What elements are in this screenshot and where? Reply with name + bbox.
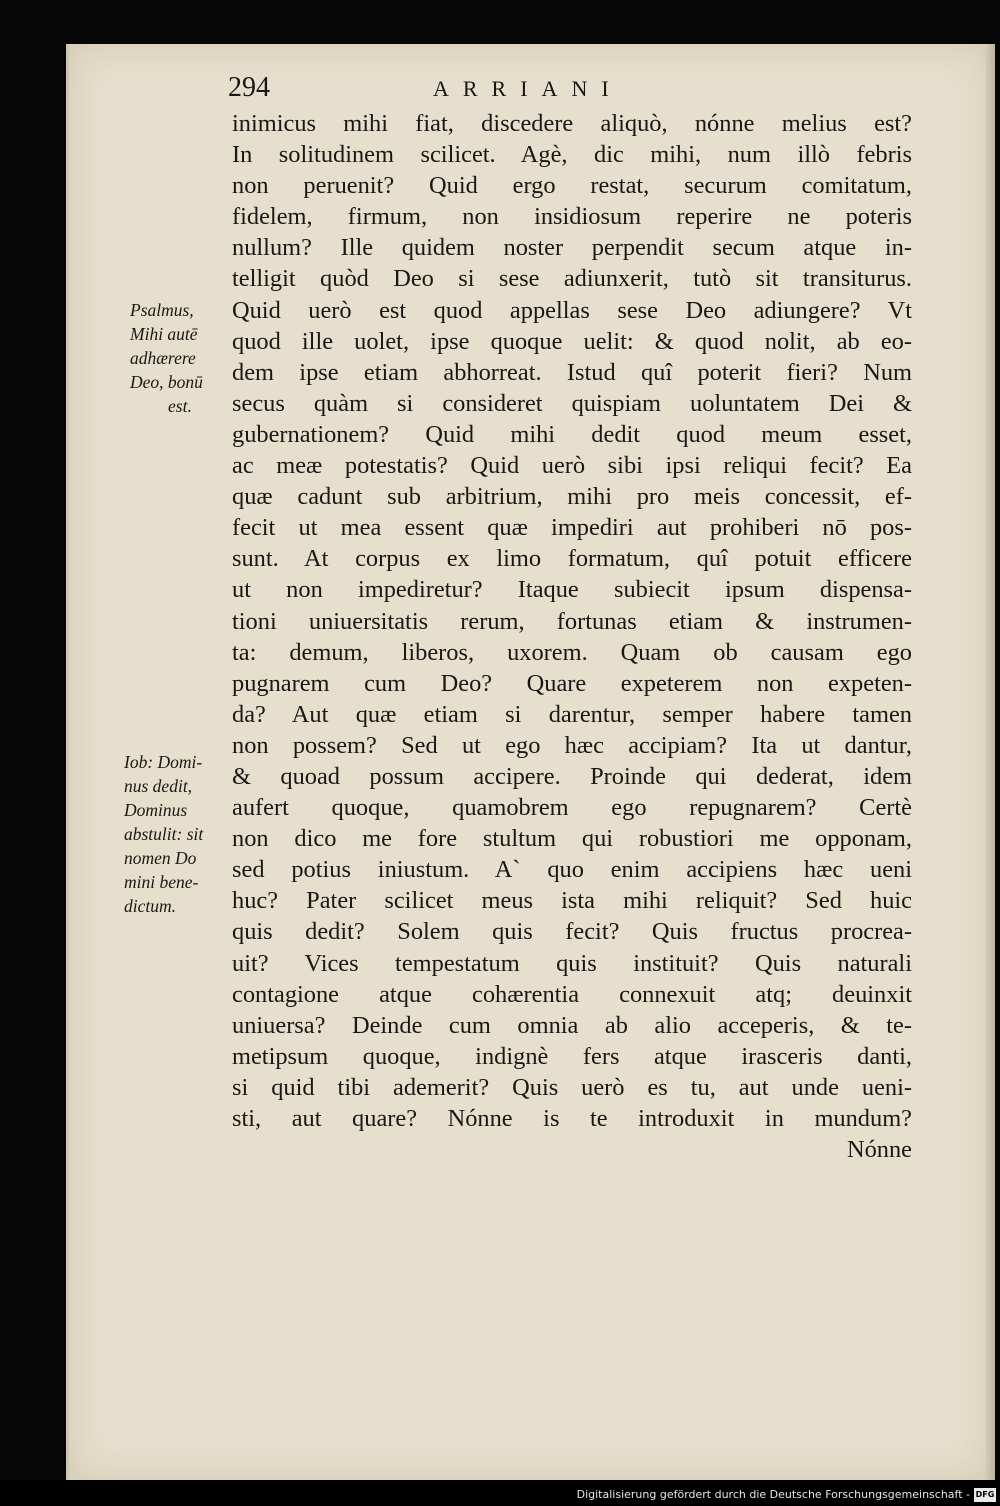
- running-title: ARRIANI: [433, 76, 623, 101]
- text-line: contagione atque cohærentia connexuit atq; deuinxit: [232, 980, 912, 1008]
- marginal-line: abstulit: sit: [124, 824, 204, 844]
- text-line: aufert quoque, quamobrem ego repugnarem? Certè: [232, 794, 912, 822]
- text-line: ac meæ potestatis? Quid uerò sibi ipsi reliqui fecit? Ea: [232, 452, 912, 480]
- text-line: quis dedit? Solem quis fecit? Quis fructus procrea-: [232, 918, 912, 946]
- text-line: telligit quòd Deo si sese adiunxerit, tutò sit transiturus.: [232, 265, 912, 293]
- marginal-line: est.: [168, 396, 192, 416]
- text-line: & quoad possum accipere. Proinde qui dederat, idem: [232, 762, 912, 790]
- catchword: Nónne: [846, 1136, 912, 1164]
- text-line: sti, aut quare? Nónne is te introduxit in mundum?: [232, 1105, 912, 1132]
- marginal-note-iob: [124, 750, 224, 918]
- text-line: fidelem, firmum, non insidiosum reperire ne poteris: [232, 203, 912, 231]
- marginal-line: Psalmus,: [130, 300, 194, 320]
- dfg-logo: DFG: [974, 1488, 996, 1502]
- text-line: nullum? Ille quidem noster perpendit secum atque in-: [232, 234, 912, 262]
- text-line: In solitudinem scilicet. Agè, dic mihi, num illò febris: [232, 141, 912, 169]
- text-line: huc? Pater scilicet meus ista mihi reliquit? Sed huic: [232, 887, 912, 915]
- text-line: sed potius iniustum. A` quo enim accipiens hæc ueni: [232, 856, 912, 884]
- marginal-line: Dominus: [124, 800, 188, 820]
- text-line: fecit ut mea essent quæ impediri aut prohiberi nō pos-: [232, 514, 912, 542]
- marginal-line: adhærere: [130, 348, 196, 368]
- funding-credit: Digitalisierung gefördert durch die Deutsche Forschungsgemeinschaft -: [576, 1488, 970, 1501]
- marginal-note-psalmus: [130, 298, 230, 418]
- marginal-line: Mihi autē: [130, 324, 198, 344]
- text-line: dem ipse etiam abhorreat. Istud quî poterit fieri? Num: [232, 358, 912, 386]
- text-line: secus quàm si consideret quispiam uoluntatem Dei &: [232, 389, 912, 417]
- text-line: ut non impediretur? Itaque subiecit ipsum dispensa-: [232, 576, 912, 604]
- text-line: ta: demum, liberos, uxorem. Quam ob causam ego: [232, 638, 912, 666]
- text-line: inimicus mihi fiat, discedere aliquò, nónne melius est?: [232, 110, 912, 137]
- text-line: tioni uniuersitatis rerum, fortunas etiam & instrumen-: [232, 607, 912, 635]
- text-line: quæ cadunt sub arbitrium, mihi pro meis concessit, ef-: [232, 483, 912, 511]
- text-line: gubernationem? Quid mihi dedit quod meum esset,: [232, 420, 912, 448]
- text-line: si quid tibi ademerit? Quis uerò es tu, aut unde ueni-: [232, 1073, 912, 1101]
- text-line: sunt. At corpus ex limo formatum, quî potuit efficere: [232, 545, 912, 573]
- body-text: [232, 108, 912, 1165]
- text-line: non dico me fore stultum qui robustiori me opponam,: [232, 825, 912, 853]
- text-line: Quid uerò est quod appellas sese Deo adiungere? Vt: [232, 296, 912, 324]
- text-line: non possem? Sed ut ego hæc accipiam? Ita ut dantur,: [232, 731, 912, 759]
- text-line: quod ille uolet, ipse quoque uelit: & quod nolit, ab eo-: [232, 327, 912, 355]
- marginal-line: dictum.: [124, 896, 177, 916]
- text-line: pugnarem cum Deo? Quare expeterem non expeten-: [232, 669, 912, 697]
- text-line: metipsum quoque, indignè fers atque irasceris danti,: [232, 1042, 912, 1070]
- marginal-line: nomen Do: [124, 848, 197, 868]
- page-number: 294: [228, 72, 270, 103]
- running-head: [228, 72, 828, 112]
- marginal-line: Deo, bonū: [130, 372, 203, 392]
- text-line: uniuersa? Deinde cum omnia ab alio acceperis, & te-: [232, 1011, 912, 1039]
- footer-band: [0, 1480, 1000, 1506]
- text-line: non peruenit? Quid ergo restat, securum comitatum,: [232, 172, 912, 200]
- text-line: da? Aut quæ etiam si darentur, semper habere tamen: [232, 700, 912, 728]
- marginal-line: nus dedit,: [124, 776, 193, 796]
- text-line: uit? Vices tempestatum quis instituit? Quis naturali: [232, 949, 912, 977]
- marginal-line: Iob: Domi-: [124, 752, 203, 772]
- marginal-line: mini bene-: [124, 872, 199, 892]
